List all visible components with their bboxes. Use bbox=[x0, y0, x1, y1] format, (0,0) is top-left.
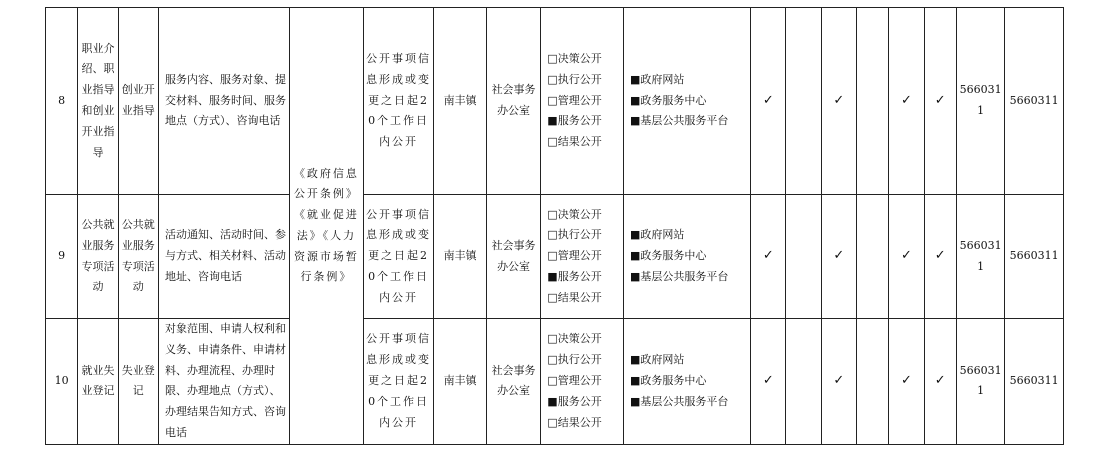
channel-item: ■政务服务中心 bbox=[630, 93, 707, 107]
open-type-item: □执行公开 bbox=[547, 72, 602, 86]
checkmark-cell: ✓ bbox=[821, 319, 856, 445]
open-type-item: □决策公开 bbox=[547, 52, 602, 65]
contact-phone: 5660311 bbox=[956, 319, 1004, 445]
open-type-item: ■服务公开 bbox=[547, 269, 602, 283]
open-type-item: □结果公开 bbox=[547, 415, 602, 429]
disclosure-content: 对象范围、申请人权利和义务、申请条件、申请材料、办理流程、办理时限、办理地点（方式）、办理结果告知方式、咨询电话 bbox=[158, 319, 289, 445]
contact-phone: 5660311 bbox=[1005, 319, 1064, 445]
open-type-list bbox=[541, 319, 624, 445]
channel-item: ■政府网站 bbox=[630, 72, 685, 86]
responsible-office: 社会事务办公室 bbox=[486, 195, 540, 319]
channel-item: ■政府网站 bbox=[630, 353, 685, 367]
channel-item: ■政府网站 bbox=[630, 228, 685, 242]
checkmark-cell bbox=[786, 8, 821, 195]
checkmark-cell bbox=[786, 319, 821, 445]
disclosure-content: 服务内容、服务对象、提交材料、服务时间、服务地点（方式）、咨询电话 bbox=[158, 8, 289, 195]
contact-phone: 5660311 bbox=[956, 195, 1004, 319]
open-type-item: □决策公开 bbox=[547, 207, 602, 221]
open-type-item: □执行公开 bbox=[547, 228, 602, 242]
channel-list bbox=[624, 8, 751, 195]
disclosure-basis: 《政府信息公开条例》《就业促进法》《人力资源市场暂行条例》 bbox=[290, 8, 364, 445]
disclosure-content: 活动通知、活动时间、参与方式、相关材料、活动地址、咨询电话 bbox=[158, 195, 289, 319]
checkmark-cell bbox=[786, 195, 821, 319]
level2-item: 创业开业指导 bbox=[118, 8, 158, 195]
disclosure-subject: 南丰镇 bbox=[434, 195, 486, 319]
checkmark-cell: ✓ bbox=[821, 8, 856, 195]
open-type-list bbox=[541, 195, 624, 319]
row-number: 9 bbox=[46, 195, 78, 319]
disclosure-time-limit: 公开事项信息形成或变更之日起20个工作日内公开 bbox=[363, 195, 434, 319]
row-number: 10 bbox=[46, 319, 78, 445]
open-type-item: □结果公开 bbox=[547, 135, 602, 149]
table-row bbox=[46, 319, 1064, 445]
open-type-item: □执行公开 bbox=[547, 353, 602, 367]
disclosure-time-limit: 公开事项信息形成或变更之日起20个工作日内公开 bbox=[363, 319, 434, 445]
checkmark-cell: ✓ bbox=[889, 319, 924, 445]
responsible-office: 社会事务办公室 bbox=[486, 319, 540, 445]
disclosure-time-limit: 公开事项信息形成或变更之日起20个工作日内公开 bbox=[363, 8, 434, 195]
open-type-item: □结果公开 bbox=[547, 290, 602, 304]
level1-item: 职业介绍、职业指导和创业开业指导 bbox=[78, 8, 118, 195]
checkmark-cell bbox=[857, 319, 889, 445]
row-number: 8 bbox=[46, 8, 78, 195]
disclosure-table bbox=[45, 7, 1064, 445]
open-type-item: □决策公开 bbox=[547, 332, 602, 346]
open-type-item: □管理公开 bbox=[547, 93, 602, 107]
open-type-item: ■服务公开 bbox=[547, 394, 602, 408]
checkmark-cell: ✓ bbox=[924, 195, 956, 319]
level1-item: 就业失业登记 bbox=[78, 319, 118, 445]
checkmark-cell: ✓ bbox=[924, 8, 956, 195]
contact-phone: 5660311 bbox=[1005, 8, 1064, 195]
disclosure-subject: 南丰镇 bbox=[434, 319, 486, 445]
checkmark-cell: ✓ bbox=[751, 195, 786, 319]
checkmark-cell: ✓ bbox=[751, 8, 786, 195]
level2-item: 失业登记 bbox=[118, 319, 158, 445]
channel-list bbox=[624, 319, 751, 445]
channel-item: ■基层公共服务平台 bbox=[630, 394, 729, 408]
table-row bbox=[46, 8, 1064, 195]
disclosure-subject: 南丰镇 bbox=[434, 8, 486, 195]
checkmark-cell bbox=[857, 8, 889, 195]
checkmark-cell: ✓ bbox=[889, 195, 924, 319]
checkmark-cell: ✓ bbox=[821, 195, 856, 319]
channel-item: ■基层公共服务平台 bbox=[630, 114, 729, 128]
checkmark-cell: ✓ bbox=[889, 8, 924, 195]
open-type-item: □管理公开 bbox=[547, 249, 602, 263]
open-type-item: □管理公开 bbox=[547, 373, 602, 387]
channel-item: ■政务服务中心 bbox=[630, 249, 707, 263]
responsible-office: 社会事务办公室 bbox=[486, 8, 540, 195]
open-type-item: ■服务公开 bbox=[547, 114, 602, 128]
level1-item: 公共就业服务专项活动 bbox=[78, 195, 118, 319]
level2-item: 公共就业服务专项活动 bbox=[118, 195, 158, 319]
checkmark-cell: ✓ bbox=[751, 319, 786, 445]
open-type-list bbox=[541, 8, 624, 195]
channel-item: ■政务服务中心 bbox=[630, 373, 707, 387]
contact-phone: 5660311 bbox=[956, 8, 1004, 195]
channel-item: ■基层公共服务平台 bbox=[630, 269, 729, 283]
channel-list bbox=[624, 195, 751, 319]
contact-phone: 5660311 bbox=[1005, 195, 1064, 319]
checkmark-cell: ✓ bbox=[924, 319, 956, 445]
checkmark-cell bbox=[857, 195, 889, 319]
table-row bbox=[46, 195, 1064, 319]
